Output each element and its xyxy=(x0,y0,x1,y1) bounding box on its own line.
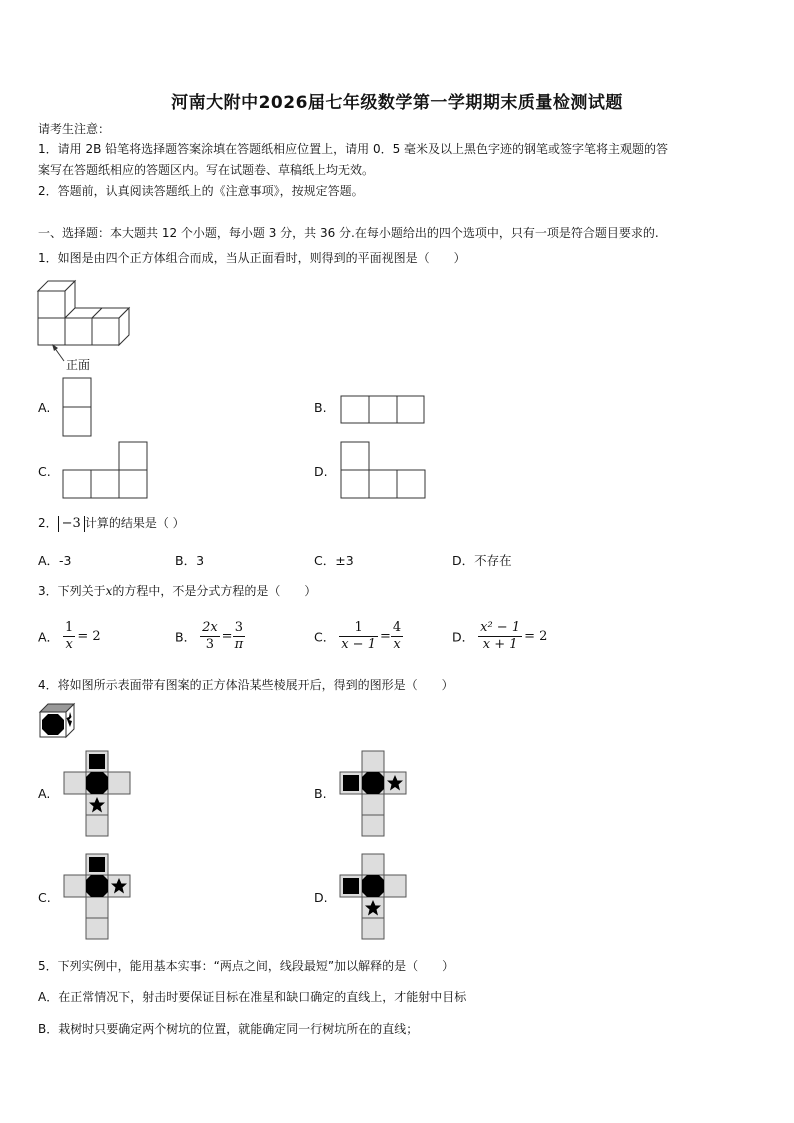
q1-option-b-label: B. xyxy=(314,400,327,415)
q5-option-a: A．在正常情况下，射击时要保证目标在准星和缺口确定的直线上，才能射中目标 xyxy=(38,990,467,1004)
q4-option-c-label: C. xyxy=(38,890,51,905)
q1-option-a-figure xyxy=(62,377,92,439)
q1-option-a-label: A. xyxy=(38,400,51,415)
q3-d-rhs: = 2 xyxy=(524,629,548,644)
q2-option-c: C．±3 xyxy=(314,553,354,568)
q3-stem xyxy=(38,582,316,599)
notice-item-1-line-1: 1．请用 2B 铅笔将选择题答案涂填在答题纸相应位置上，请用 0．5 毫米及以上黑色字迹的钢笔或签字笔将主观题的答 xyxy=(38,142,669,156)
q1-option-c-figure xyxy=(62,441,150,501)
q3-a-rhs: = 2 xyxy=(77,629,101,644)
q1-option-b-figure xyxy=(340,395,426,425)
q1-option-c-label: C. xyxy=(38,464,51,479)
q4-option-b-label: B. xyxy=(314,786,327,801)
q4-option-b-net xyxy=(339,750,409,840)
q4-cube-figure xyxy=(38,703,78,739)
q3-a-fraction: $\frac{1}{x}$ xyxy=(65,620,74,652)
q1-solid-figure xyxy=(36,278,136,348)
q4-option-d-label: D. xyxy=(314,890,328,905)
q3-option-b-label: B． xyxy=(175,629,197,645)
q3-stem-variable: x xyxy=(105,584,113,598)
q3-c-fraction-left: $\frac{1}{x - 1}$ xyxy=(341,620,376,652)
q3-b-equals: = xyxy=(221,629,233,644)
q2-stem xyxy=(38,514,185,532)
q3-option-d-label: D． xyxy=(452,629,475,645)
q2-option-d: D．不存在 xyxy=(452,553,512,568)
section-heading: 一、选择题：本大题共 12 个小题，每小题 3 分，共 36 分.在每小题给出的四个选项中，只有一项是符合题目要求的. xyxy=(38,226,659,240)
q3-c-equals: = xyxy=(379,629,391,644)
q3-d-fraction: $\frac{\text{x² − 1}}{x + 1}$ xyxy=(480,620,521,652)
q3-option-c-label: C． xyxy=(314,629,336,645)
q4-option-a-net xyxy=(63,750,133,840)
q3-stem-post: 的方程中，不是分式方程的是（ ） xyxy=(112,584,317,598)
q4-stem: 4．将如图所示表面带有图案的正方体沿某些棱展开后，得到的图形是（ ） xyxy=(38,678,454,692)
page-title: 河南大附中2026届七年级数学第一学期期末质量检测试题 xyxy=(171,93,623,113)
q2-prefix: 2． xyxy=(38,516,58,530)
q3-b-fraction-right: $\frac{3}{\pi}$ xyxy=(234,620,244,652)
q1-option-d-label: D. xyxy=(314,464,328,479)
q1-stem: 1．如图是由四个正方体组合而成，当从正面看时，则得到的平面视图是（ ） xyxy=(38,251,466,265)
q5-stem: 5．下列实例中，能用基本实事：“两点之间，线段最短”加以解释的是（ ） xyxy=(38,959,455,973)
q2-option-b: B．3 xyxy=(175,553,205,568)
q3-option-a xyxy=(38,620,101,653)
q5-option-b: B．栽树时只要确定两个树坑的位置，就能确定同一行树坑所在的直线； xyxy=(38,1022,419,1036)
notice-item-2: 2．答题前，认真阅读答题纸上的《注意事项》，按规定答题。 xyxy=(38,184,364,198)
front-label: 正面 xyxy=(66,358,91,372)
q3-option-a-label: A． xyxy=(38,629,60,645)
q3-stem-pre: 3．下列关于 xyxy=(38,584,106,598)
q3-b-fraction-left: $\frac{2x}{3}$ xyxy=(202,620,218,652)
q4-option-c-net xyxy=(63,853,133,943)
q3-option-c xyxy=(314,620,403,653)
notice-heading: 请考生注意： xyxy=(38,122,111,136)
q4-option-a-label: A. xyxy=(38,786,51,801)
q3-option-d xyxy=(452,620,547,653)
notice-item-1-line-2: 案写在答题纸相应的答题区内。写在试题卷、草稿纸上均无效。 xyxy=(38,163,375,177)
q3-c-fraction-right: $\frac{4}{x}$ xyxy=(392,620,402,652)
q2-suffix: 计算的结果是（ ） xyxy=(84,516,185,530)
q2-option-a: A．-3 xyxy=(38,553,72,568)
q3-option-b xyxy=(175,620,245,653)
q2-absolute-value: −3 xyxy=(58,516,85,532)
q4-option-d-net xyxy=(339,853,409,943)
q1-option-d-figure xyxy=(340,441,428,501)
